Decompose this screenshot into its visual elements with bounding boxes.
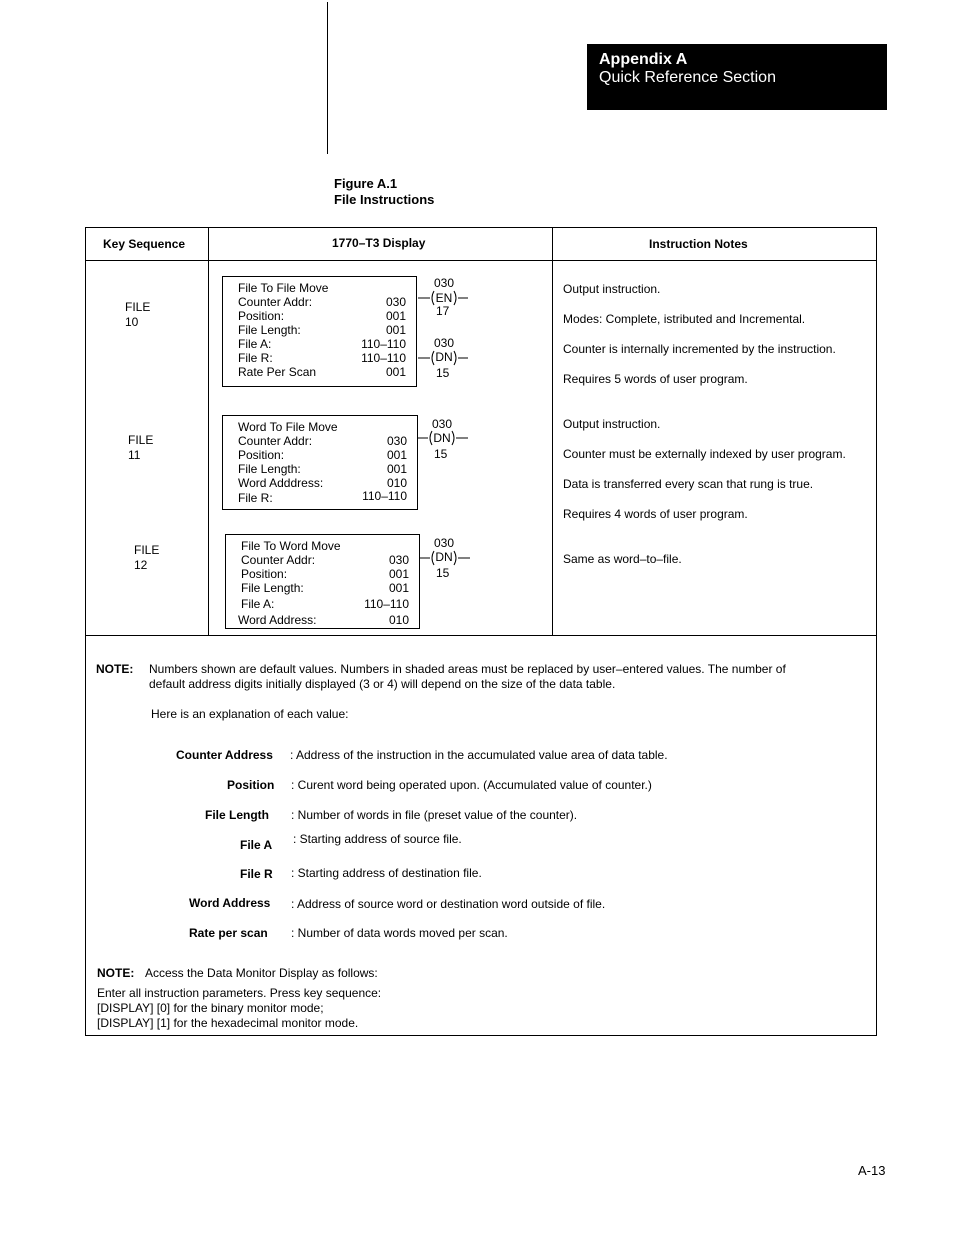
note-label: NOTE: [96, 662, 134, 676]
note-text: default address digits initially displayed (3 or 4) will depend on the size of the data table. [149, 677, 616, 691]
page-number: A-13 [858, 1163, 886, 1178]
display-field: File Length: 001 [241, 581, 409, 595]
note-text: Numbers shown are default values. Numbers in shaded areas must be replaced by user–entered values. The number of [149, 662, 786, 676]
definition-term: File A [240, 838, 273, 852]
note-text: Access the Data Monitor Display as follows: [145, 966, 378, 980]
coil-address: 030 [432, 417, 453, 431]
instruction-note: Requires 4 words of user program. [563, 507, 748, 521]
note-line: Enter all instruction parameters. Press key sequence: [97, 986, 382, 1000]
coil-number: 17 [436, 304, 450, 318]
coil-bit: DN [435, 350, 453, 364]
display-title: File To Word Move [241, 539, 341, 553]
display-field: Position: 001 [241, 567, 409, 581]
instruction-note: Counter must be externally indexed by user program. [563, 447, 846, 461]
definition-term: File Length [205, 808, 269, 822]
display-field: File Length: 001 [238, 323, 406, 337]
instruction-note: Output instruction. [563, 282, 661, 296]
key-sequence: FILE [128, 433, 154, 447]
definition-desc: : Number of data words moved per scan. [291, 926, 508, 940]
definition-term: Rate per scan [189, 926, 268, 940]
display-field: File A: 110–110 [238, 337, 406, 351]
header-subtitle: Quick Reference Section [599, 69, 776, 86]
definition-desc: : Address of source word or destination word outside of file. [291, 897, 606, 911]
key-sequence: FILE [134, 543, 160, 557]
definition-desc: : Curent word being operated upon. (Accumulated value of counter.) [291, 778, 652, 792]
display-field: File Length: 001 [238, 462, 407, 476]
display-field: Counter Addr: 030 [238, 434, 407, 448]
definition-desc: : Starting address of source file. [293, 832, 462, 846]
definition-term: File R [240, 867, 273, 881]
instruction-note: Data is transferred every scan that rung is true. [563, 477, 814, 491]
definition-term: Position [227, 778, 275, 792]
coil-address: 030 [434, 536, 455, 550]
definition-term: Counter Address [176, 748, 273, 762]
display-field: Position: 001 [238, 448, 407, 462]
display-field: File R: 110–110 [238, 351, 406, 365]
display-title: File To File Move [238, 281, 329, 295]
coil-number: 15 [434, 447, 448, 461]
coil-bit: DN [435, 550, 453, 564]
instruction-note: Output instruction. [563, 417, 661, 431]
instruction-note: Requires 5 words of user program. [563, 372, 748, 386]
table-body-rule [85, 635, 877, 636]
definition-term: Word Address [189, 896, 271, 910]
display-field: Word Adddress: 010 [238, 476, 407, 490]
table-header-rule [85, 260, 877, 261]
margin-rule [327, 2, 328, 154]
display-box [225, 534, 420, 629]
display-field: Position: 001 [238, 309, 406, 323]
key-number: 12 [134, 558, 148, 572]
display-field: File R: 110–110 [238, 489, 407, 505]
key-number: 10 [125, 315, 139, 329]
key-number: 11 [128, 448, 141, 462]
coil-number: 15 [436, 366, 450, 380]
display-field: Counter Addr: 030 [241, 553, 409, 567]
display-box [222, 276, 417, 387]
figure-caption: File Instructions [334, 192, 435, 207]
display-field: Word Address: 010 [238, 613, 409, 627]
coil-bit: EN [435, 291, 453, 305]
definition-desc: : Starting address of destination file. [291, 866, 482, 880]
coil-address: 030 [434, 336, 455, 350]
display-title: Word To File Move [238, 420, 338, 434]
column-header-key-sequence: Key Sequence [103, 237, 186, 251]
coil-number: 15 [436, 566, 450, 580]
display-field: File A: 110–110 [241, 597, 409, 611]
instruction-note: Same as word–to–file. [563, 552, 682, 566]
coil-address: 030 [434, 276, 455, 290]
definition-desc: : Number of words in file (preset value of the counter). [291, 808, 578, 822]
column-divider [552, 227, 553, 635]
definition-desc: : Address of the instruction in the accumulated value area of data table. [290, 748, 668, 762]
column-divider [208, 227, 209, 635]
instruction-note: Modes: Complete, istributed and Incremental. [563, 312, 806, 326]
figure-number: Figure A.1 [334, 176, 398, 191]
key-sequence: FILE [125, 300, 151, 314]
note-line: [DISPLAY] [0] for the binary monitor mode; [97, 1001, 324, 1015]
section-header [587, 44, 887, 110]
display-box [222, 415, 418, 510]
display-field: Counter Addr: 030 [238, 295, 406, 309]
header-title: Appendix A [599, 51, 688, 68]
note-intro: Here is an explanation of each value: [151, 707, 349, 721]
display-field: Rate Per Scan 001 [238, 365, 406, 379]
coil-bit: DN [433, 431, 451, 445]
note-label: NOTE: [97, 966, 135, 980]
note-line: [DISPLAY] [1] for the hexadecimal monitor mode. [97, 1016, 359, 1030]
instruction-note: Counter is internally incremented by the instruction. [563, 342, 836, 356]
column-header-display: 1770–T3 Display [332, 236, 426, 250]
column-header-notes: Instruction Notes [649, 237, 748, 251]
